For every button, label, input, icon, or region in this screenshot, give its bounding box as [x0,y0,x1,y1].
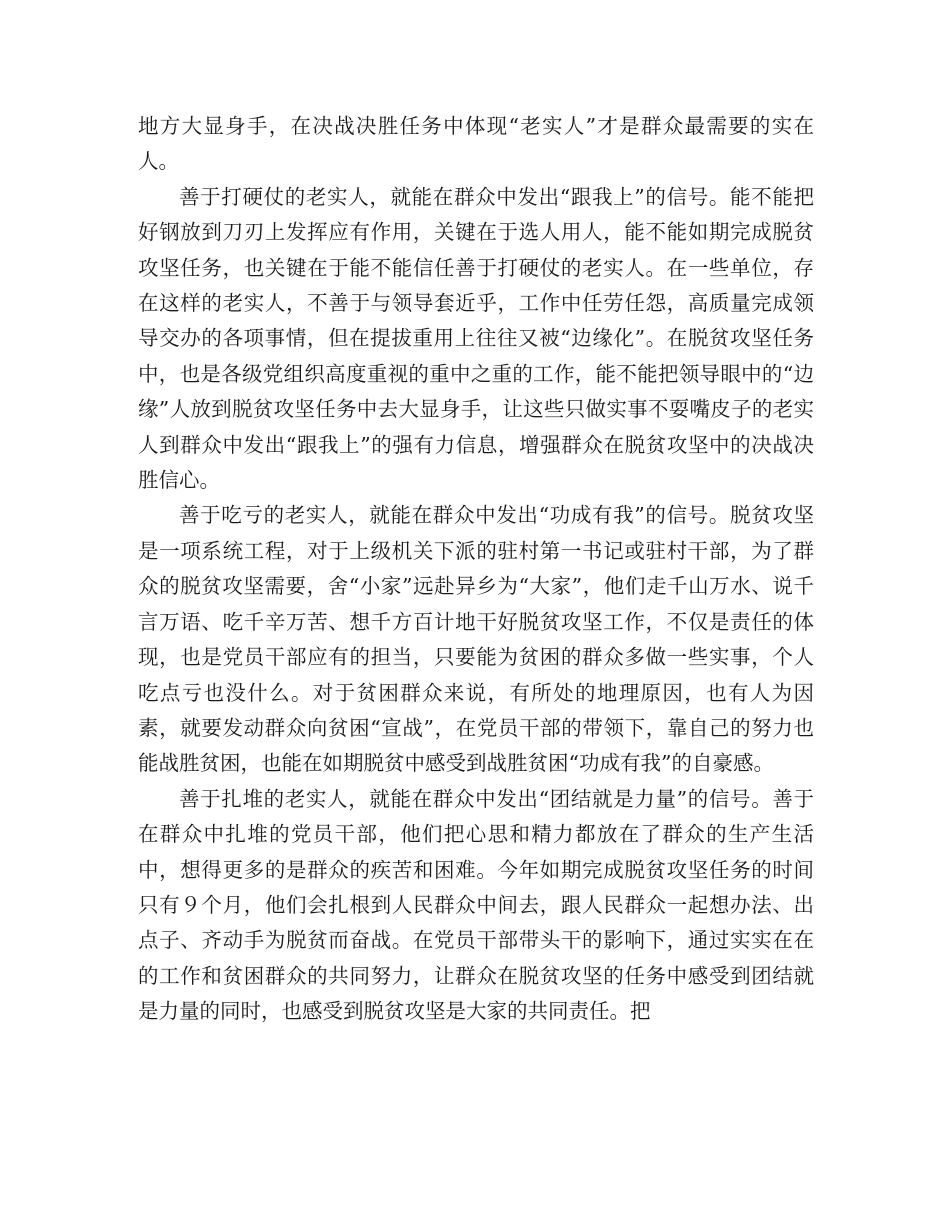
document-body [138,109,814,1030]
paragraph-continuation: 地方大显身手，在决战决胜任务中体现“老实人”才是群众最需要的实在人。 [138,114,814,174]
paragraph-hard-battle: 善于打硬仗的老实人，就能在群众中发出“跟我上”的信号。能不能把好钢放到刀刃上发挥应有作用，关键在于选人用人，能不能如期完成脱贫攻坚任务，也关键在于能不能信任善于打硬仗的老实人。在一些单位，存在这样的老实人，不善于与领导套近乎，工作中任劳任怨，高质量完成领导交办的各项事情，但在提拔重用上往往又被“边缘化”。在脱贫攻坚任务中，也是各级党组织高度重视的重中之重的工作，能不能把领导眼中的“边缘”人放到脱贫攻坚任务中去大显身手，让这些只做实事不耍嘴皮子的老实人到群众中发出“跟我上”的强有力信息，增强群众在脱贫攻坚中的决战决胜信心。 [138,184,814,493]
paragraph-take-loss: 善于吃亏的老实人，就能在群众中发出“功成有我”的信号。脱贫攻坚是一项系统工程，对于上级机关下派的驻村第一书记或驻村干部，为了群众的脱贫攻坚需要，舍“小家”远赴异乡为“大家”，他们走千山万水、说千言万语、吃千辛万苦、想千方百计地干好脱贫攻坚工作，不仅是责任的体现，也是党员干部应有的担当，只要能为贫困的群众多做一些实事，个人吃点亏也没什么。对于贫困群众来说，有所处的地理原因，也有人为因素，就要发动群众向贫困“宣战”，在党员干部的带领下，靠自己的努力也能战胜贫困，也能在如期脱贫中感受到战胜贫困“功成有我”的自豪感。 [138,503,814,776]
paragraph-unity: 善于扎堆的老实人，就能在群众中发出“团结就是力量”的信号。善于在群众中扎堆的党员干部，他们把心思和精力都放在了群众的生产生活中，想得更多的是群众的疾苦和困难。今年如期完成脱贫攻坚任务的时间只有９个月，他们会扎根到人民群众中间去，跟人民群众一起想办法、出点子、齐动手为脱贫而奋战。在党员干部带头干的影响下，通过实实在在的工作和贫困群众的共同努力，让群众在脱贫攻坚的任务中感受到团结就是力量的同时，也感受到脱贫攻坚是大家的共同责任。把 [138,786,814,1024]
